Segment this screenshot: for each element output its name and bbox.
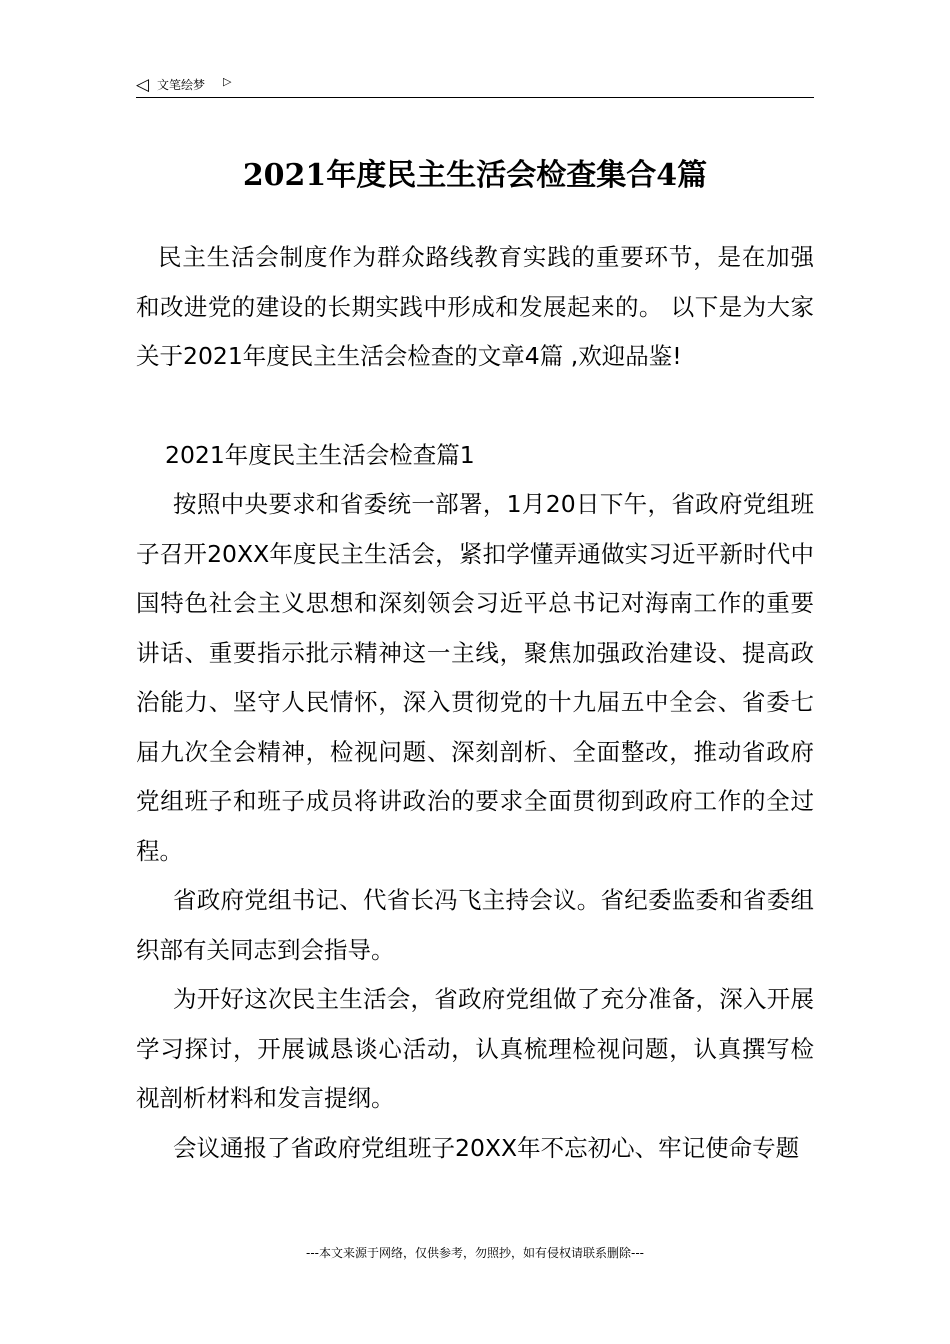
- document-body: [136, 233, 814, 1173]
- header-divider: [136, 97, 814, 98]
- document-title: 2021年度民主生活会检查集合4篇: [242, 158, 708, 193]
- header-brand: 文笔绘梦: [157, 78, 206, 92]
- intro-paragraph: 民主生活会制度作为群众路线教育实践的重要环节，是在加强和改进党的建设的长期实践中形成和发展起来的。 以下是为大家关于2021年度民主生活会检查的文章4篇 ,欢迎品鉴!: [136, 243, 814, 370]
- body-paragraph: 为开好这次民主生活会，省政府党组做了充分准备，深入开展学习探讨，开展诚恳谈心活动，认真梳理检视问题，认真撰写检视剖析材料和发言提纲。: [136, 985, 814, 1112]
- body-paragraph: 会议通报了省政府党组班子20XX年不忘初心、牢记使命专题: [173, 1133, 800, 1162]
- right-triangle-icon: ▷: [223, 75, 232, 88]
- page-footer-disclaimer: ---本文来源于网络，仅供参考，勿照抄，如有侵权请联系删除---: [306, 1246, 644, 1260]
- left-triangle-icon: ◁: [136, 75, 150, 95]
- page-header: [136, 74, 814, 98]
- body-paragraph: 省政府党组书记、代省长冯飞主持会议。省纪委监委和省委组织部有关同志到会指导。: [136, 886, 814, 964]
- section-heading: 2021年度民主生活会检查篇1: [165, 440, 475, 469]
- body-paragraph: 按照中央要求和省委统一部署，1月20日下午，省政府党组班子召开20XX年度民主生活会，紧扣学懂弄通做实习近平新时代中国特色社会主义思想和深刻领会习近平总书记对海南工作的重要讲话、重要指示批示精神这一主线，聚焦加强政治建设、提高政治能力、坚守人民情怀，深入贯彻党的十九届五中全会、省委七届九次全会精神，检视问题、深刻剖析、全面整改，推动省政府党组班子和班子成员将讲政治的要求全面贯彻到政府工作的全过程。: [136, 490, 814, 865]
